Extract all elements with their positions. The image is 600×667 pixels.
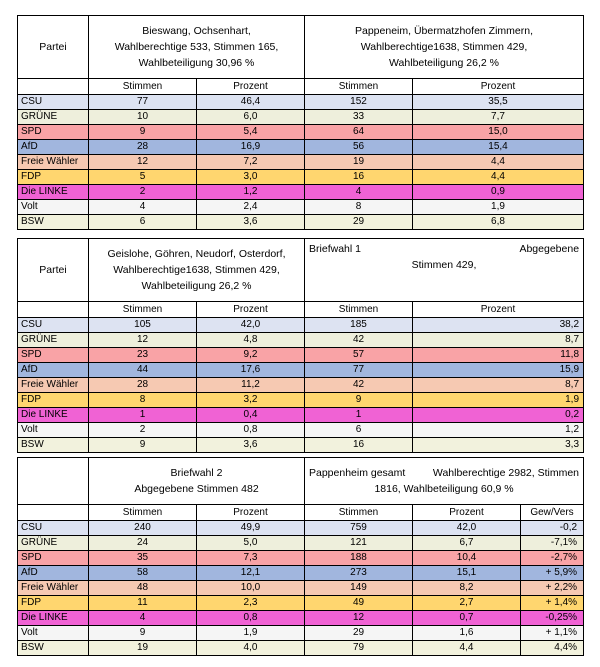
table-row [18,185,584,200]
stimmen-value: 5 [89,170,197,185]
stimmen-value: 152 [305,95,413,110]
header-line: Wahlberechtige1638, Stimmen 429, [113,264,280,276]
table-row [18,423,584,438]
stimmen-value: 33 [305,110,413,125]
party-name: Volt [18,626,89,641]
party-name: GRÜNE [18,333,89,348]
stimmen-value: 48 [89,581,197,596]
stimmen-value: 19 [305,155,413,170]
prozent-value: 4,4 [413,641,521,656]
table-row [18,140,584,155]
prozent-value: 1,6 [413,626,521,641]
header-line: Briefwahl 1 [309,243,361,255]
table-body [18,521,584,656]
prozent-value: 15,1 [413,566,521,581]
gewvers-value: + 1,4% [521,596,584,611]
stimmen-header: Stimmen [305,302,413,318]
table-row [18,155,584,170]
prozent-value: 5,4 [197,125,305,140]
stimmen-value: 56 [305,140,413,155]
table-row [18,215,584,230]
stimmen-value: 6 [89,215,197,230]
stimmen-value: 77 [305,363,413,378]
prozent-header: Prozent [197,79,305,95]
stimmen-value: 12 [89,155,197,170]
party-name: SPD [18,551,89,566]
prozent-value: 2,7 [413,596,521,611]
party-name: FDP [18,170,89,185]
blank-cell [18,458,89,505]
prozent-value: 6,0 [197,110,305,125]
party-name: CSU [18,521,89,536]
party-name: SPD [18,125,89,140]
party-name: CSU [18,95,89,110]
prozent-value: 1,2 [413,423,584,438]
header-line: Wahlberechtige 2982, Stimmen [432,467,580,479]
stimmen-value: 149 [305,581,413,596]
prozent-header: Prozent [197,505,305,521]
stimmen-value: 42 [305,378,413,393]
party-header: Partei [18,16,89,79]
results-table-3 [17,457,584,656]
table-row [18,641,584,656]
geislohe-header [89,239,305,302]
prozent-value: 16,9 [197,140,305,155]
prozent-value: 7,2 [197,155,305,170]
party-name: Freie Wähler [18,378,89,393]
prozent-value: 11,8 [413,348,584,363]
party-name: GRÜNE [18,110,89,125]
table-row [18,393,584,408]
prozent-value: 8,2 [413,581,521,596]
prozent-value: 10,0 [197,581,305,596]
stimmen-value: 273 [305,566,413,581]
prozent-value: 1,9 [197,626,305,641]
prozent-value: 10,4 [413,551,521,566]
briefwahl1-header [305,239,584,302]
prozent-value: 8,7 [413,333,584,348]
prozent-value: 15,4 [413,140,584,155]
prozent-value: 7,3 [197,551,305,566]
stimmen-value: 77 [89,95,197,110]
prozent-header: Prozent [413,505,521,521]
table-row [18,95,584,110]
table-row [18,551,584,566]
prozent-value: 4,4 [413,155,584,170]
prozent-value: 4,8 [197,333,305,348]
blank-cell [18,505,89,521]
stimmen-value: 12 [89,333,197,348]
prozent-value: 0,7 [413,611,521,626]
party-name: Volt [18,423,89,438]
prozent-header: Prozent [413,302,584,318]
stimmen-value: 11 [89,596,197,611]
table-row [18,611,584,626]
stimmen-value: 79 [305,641,413,656]
bieswang-header [89,16,305,79]
prozent-value: 42,0 [197,318,305,333]
prozent-value: 8,7 [413,378,584,393]
stimmen-value: 57 [305,348,413,363]
prozent-value: 3,0 [197,170,305,185]
prozent-value: 1,2 [197,185,305,200]
table-row [18,333,584,348]
header-line: Briefwahl 2 [170,467,223,479]
party-header: Partei [18,239,89,302]
stimmen-value: 64 [305,125,413,140]
results-table-2 [17,238,584,453]
stimmen-value: 4 [89,611,197,626]
prozent-value: 38,2 [413,318,584,333]
stimmen-value: 4 [305,185,413,200]
prozent-value: 6,8 [413,215,584,230]
prozent-value: 9,2 [197,348,305,363]
header-line: Abgegebene Stimmen 482 [134,483,259,495]
party-name: SPD [18,348,89,363]
stimmen-value: 8 [89,393,197,408]
prozent-value: 7,7 [413,110,584,125]
header-line: Pappeneim, Übermatzhofen Zimmern, [355,25,533,37]
stimmen-value: 759 [305,521,413,536]
prozent-value: 15,9 [413,363,584,378]
gewvers-value: -0,25% [521,611,584,626]
prozent-value: 3,3 [413,438,584,453]
prozent-value: 4,4 [413,170,584,185]
stimmen-value: 9 [89,438,197,453]
gewvers-value: + 1,1% [521,626,584,641]
stimmen-header: Stimmen [89,505,197,521]
prozent-value: 1,9 [413,393,584,408]
stimmen-value: 16 [305,438,413,453]
header-line: Wahlbeteiligung 26,2 % [389,57,499,69]
stimmen-value: 1 [305,408,413,423]
party-name: Die LINKE [18,185,89,200]
party-name: Die LINKE [18,611,89,626]
stimmen-header: Stimmen [305,79,413,95]
party-name: Freie Wähler [18,581,89,596]
table-row [18,626,584,641]
party-name: AfD [18,140,89,155]
stimmen-value: 2 [89,423,197,438]
table-body [18,95,584,230]
stimmen-value: 42 [305,333,413,348]
stimmen-header: Stimmen [89,79,197,95]
stimmen-value: 44 [89,363,197,378]
party-name: AfD [18,566,89,581]
stimmen-value: 188 [305,551,413,566]
prozent-value: 46,4 [197,95,305,110]
header-line: Wahlberechtige 533, Stimmen 165, [114,41,279,53]
gewvers-value: 4,4% [521,641,584,656]
table-row [18,363,584,378]
stimmen-value: 9 [89,626,197,641]
prozent-header: Prozent [197,302,305,318]
party-name: Die LINKE [18,408,89,423]
table-row [18,200,584,215]
prozent-header: Prozent [413,79,584,95]
prozent-value: 2,4 [197,200,305,215]
header-line: Wahlbeteiligung 26,2 % [141,280,252,292]
blank-cell [18,302,89,318]
party-name: FDP [18,596,89,611]
party-name: FDP [18,393,89,408]
stimmen-value: 19 [89,641,197,656]
header-line: Wahlberechtige1638, Stimmen 429, [360,41,528,53]
header-line: Pappenheim gesamt [309,467,406,479]
header-line: Bieswang, Ochsenhart, [142,25,251,37]
prozent-value: 11,2 [197,378,305,393]
prozent-value: 12,1 [197,566,305,581]
header-line: Geislohe, Göhren, Neudorf, Osterdorf, [107,248,286,260]
gewvers-value: + 5,9% [521,566,584,581]
prozent-value: 6,7 [413,536,521,551]
prozent-value: 0,4 [197,408,305,423]
prozent-value: 1,9 [413,200,584,215]
stimmen-value: 28 [89,140,197,155]
table-row [18,566,584,581]
stimmen-value: 24 [89,536,197,551]
gewvers-value: -2,7% [521,551,584,566]
prozent-value: 2,3 [197,596,305,611]
table-row [18,596,584,611]
table-row [18,438,584,453]
header-line: 1816, Wahlbeteiligung 60,9 % [374,483,514,495]
gewvers-value: + 2,2% [521,581,584,596]
prozent-value: 4,0 [197,641,305,656]
party-name: BSW [18,215,89,230]
stimmen-value: 121 [305,536,413,551]
table-row [18,378,584,393]
prozent-value: 49,9 [197,521,305,536]
gesamt-header [305,458,584,505]
prozent-value: 5,0 [197,536,305,551]
stimmen-value: 35 [89,551,197,566]
party-name: AfD [18,363,89,378]
prozent-value: 3,6 [197,215,305,230]
stimmen-value: 4 [89,200,197,215]
table-row [18,110,584,125]
stimmen-header: Stimmen [305,505,413,521]
table-row [18,170,584,185]
gewvers-header: Gew/Vers [521,505,584,521]
blank-cell [18,79,89,95]
party-name: BSW [18,641,89,656]
prozent-value: 35,5 [413,95,584,110]
stimmen-value: 58 [89,566,197,581]
stimmen-value: 185 [305,318,413,333]
stimmen-value: 105 [89,318,197,333]
header-line: Abgegebene [519,243,580,255]
table-row [18,125,584,140]
prozent-value: 0,9 [413,185,584,200]
stimmen-value: 12 [305,611,413,626]
prozent-value: 3,6 [197,438,305,453]
table-row [18,581,584,596]
gewvers-value: -0,2 [521,521,584,536]
party-name: GRÜNE [18,536,89,551]
stimmen-header: Stimmen [89,302,197,318]
stimmen-value: 240 [89,521,197,536]
stimmen-value: 23 [89,348,197,363]
gewvers-value: -7,1% [521,536,584,551]
stimmen-value: 49 [305,596,413,611]
party-name: Freie Wähler [18,155,89,170]
table-row [18,536,584,551]
stimmen-value: 9 [89,125,197,140]
prozent-value: 3,2 [197,393,305,408]
party-name: Volt [18,200,89,215]
stimmen-value: 2 [89,185,197,200]
stimmen-value: 16 [305,170,413,185]
stimmen-value: 6 [305,423,413,438]
briefwahl2-header [89,458,305,505]
stimmen-value: 9 [305,393,413,408]
table-row [18,408,584,423]
table-row [18,348,584,363]
prozent-value: 15,0 [413,125,584,140]
results-table-1 [17,15,584,230]
table-row [18,521,584,536]
party-name: BSW [18,438,89,453]
stimmen-value: 10 [89,110,197,125]
prozent-value: 0,8 [197,611,305,626]
party-name: CSU [18,318,89,333]
pappenheim-header [305,16,584,79]
stimmen-value: 29 [305,215,413,230]
table-body [18,318,584,453]
prozent-value: 0,8 [197,423,305,438]
prozent-value: 0,2 [413,408,584,423]
stimmen-value: 8 [305,200,413,215]
prozent-value: 17,6 [197,363,305,378]
header-line: Wahlbeteiligung 30,96 % [138,57,255,69]
stimmen-value: 29 [305,626,413,641]
stimmen-value: 1 [89,408,197,423]
header-line: Stimmen 429, [411,259,477,271]
stimmen-value: 28 [89,378,197,393]
table-row [18,318,584,333]
prozent-value: 42,0 [413,521,521,536]
